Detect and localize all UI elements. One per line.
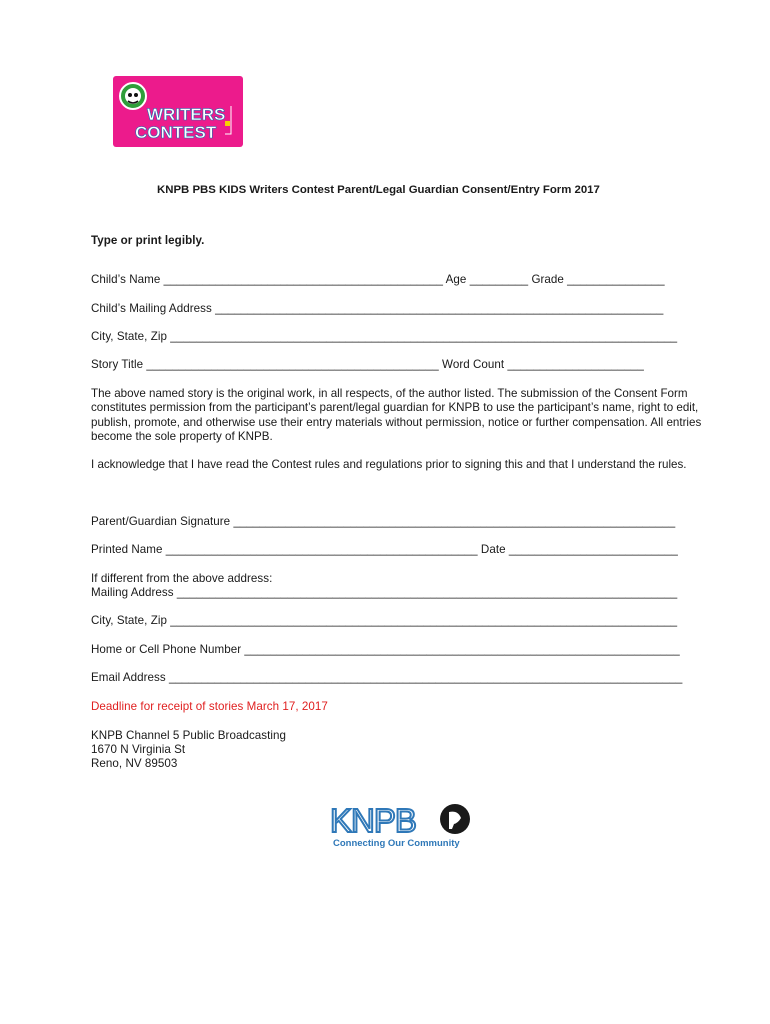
address-line3: Reno, NV 89503: [91, 757, 178, 770]
logo-line2: CONTEST: [135, 123, 217, 142]
address-line2: 1670 N Virginia St: [91, 743, 186, 756]
knpb-wordmark: KNPB: [330, 802, 416, 839]
form-title: KNPB PBS KIDS Writers Contest Parent/Legal Guardian Consent/Entry Form 2017: [157, 184, 600, 196]
knpb-logo: [330, 800, 475, 852]
printed-name-field[interactable]: Printed Name ________________________________________________ Date __________________________: [91, 543, 678, 556]
acknowledge-paragraph: I acknowledge that I have read the Contest rules and regulations prior to signing this and that I understand the rules.: [91, 458, 687, 471]
guardian-city-state-zip-field[interactable]: City, State, Zip ______________________________________________________________________________: [91, 614, 678, 627]
city-state-zip-field[interactable]: City, State, Zip ______________________________________________________________________________: [91, 330, 678, 343]
child-name-field[interactable]: Child’s Name ___________________________________________ Age _________ Grade _______________: [91, 273, 665, 286]
writers-contest-logo: [113, 76, 243, 147]
email-field[interactable]: Email Address _______________________________________________________________________________: [91, 671, 683, 684]
child-mailing-address-field[interactable]: Child’s Mailing Address _____________________________________________________________________: [91, 302, 664, 315]
consent-paragraph: The above named story is the original work, in all respects, of the author listed. The submission of the Consent Form constitutes permission from the participant’s parent/legal guardian for KNPB to use the participant’s name, right to edit, publish, promote, and otherwise use their entry materials without permission, notice or further compensation. All entries become the sole property of KNPB.: [91, 387, 702, 443]
guardian-signature-field[interactable]: Parent/Guardian Signature ____________________________________________________________________: [91, 515, 676, 528]
deadline-text: Deadline for receipt of stories March 17, 2017: [91, 700, 328, 713]
story-title-field[interactable]: Story Title _____________________________________________ Word Count _____________________: [91, 358, 644, 371]
writers-contest-logo-art: [113, 76, 243, 147]
guardian-mailing-address-field[interactable]: Mailing Address _____________________________________________________________________________: [91, 586, 678, 599]
address-line1: KNPB Channel 5 Public Broadcasting: [91, 729, 287, 742]
if-different-label: If different from the above address:: [91, 572, 273, 585]
instruction: Type or print legibly.: [91, 234, 205, 247]
logo-line1: WRITERS: [147, 105, 226, 124]
knpb-tagline: Connecting Our Community: [333, 838, 460, 849]
phone-field[interactable]: Home or Cell Phone Number ___________________________________________________________________: [91, 643, 680, 656]
